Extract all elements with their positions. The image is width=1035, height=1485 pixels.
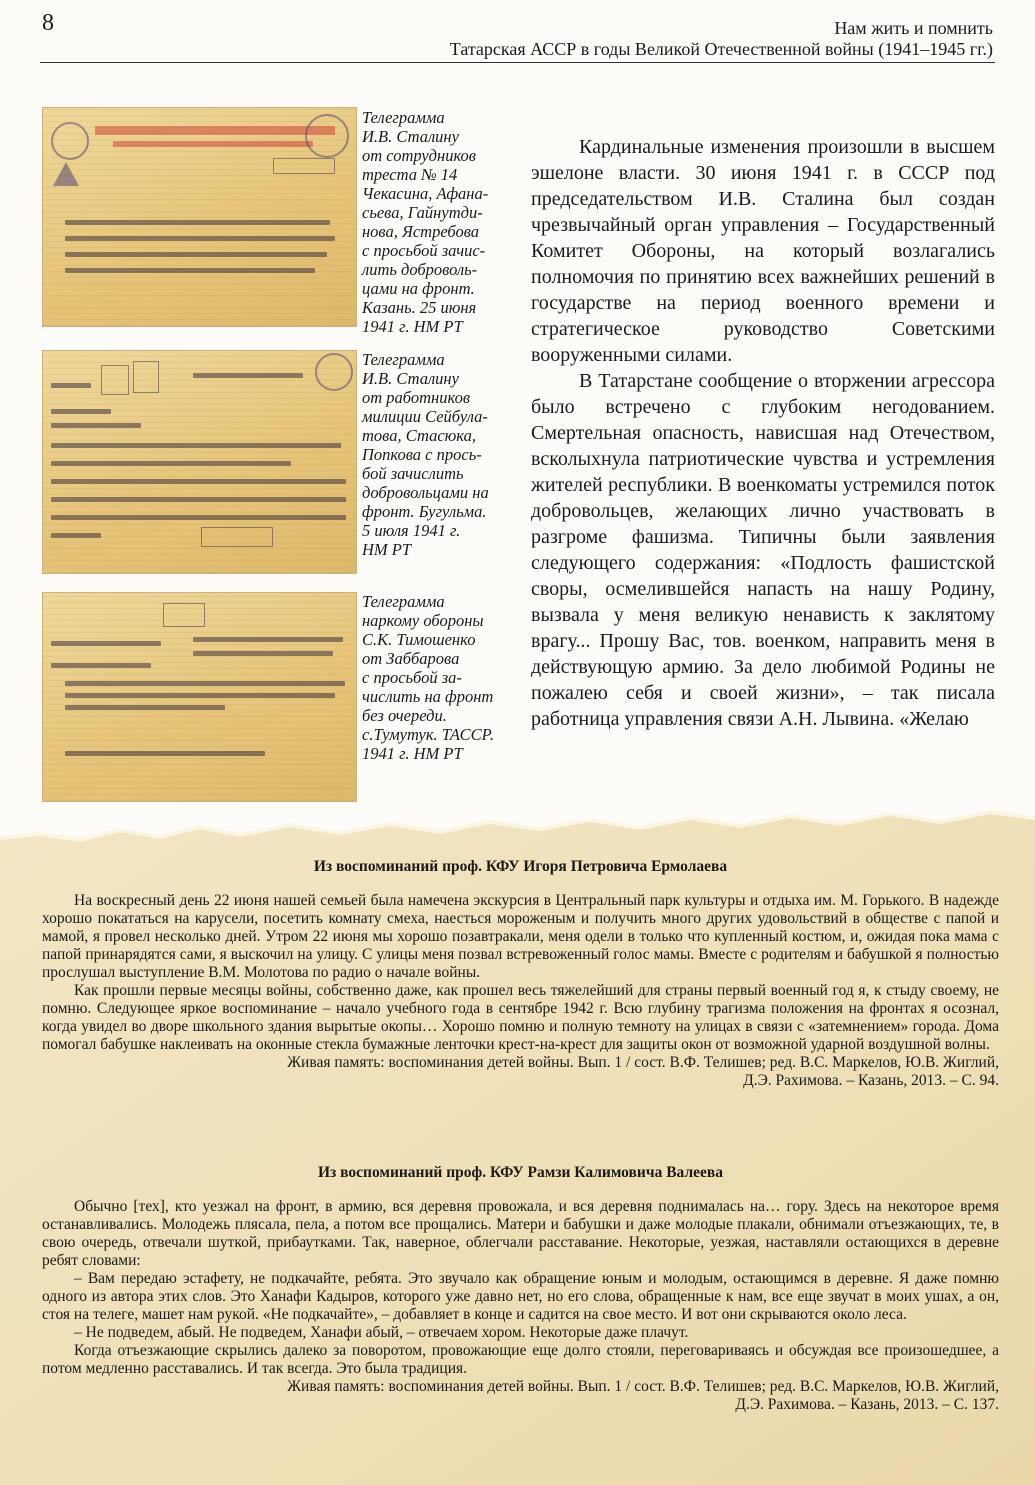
memoir-source: Живая память: воспоминания детей войны. Вып. 1 / сост. В.Ф. Телишев; ред. В.С. Маркелов, Ю.В. Жиглий,	[287, 1054, 999, 1071]
caption-line: И.В. Сталину	[362, 127, 459, 146]
caption-line: Телеграмма	[362, 350, 445, 369]
memoir-title: Из воспоминаний проф. КФУ Игоря Петровича Ермолаева	[313, 858, 728, 875]
page-number: 8	[42, 10, 54, 36]
telegram-image-2	[42, 350, 357, 574]
caption-line: с.Тумутук. ТАССР.	[362, 725, 495, 744]
caption-line: И.В. Сталину	[362, 369, 459, 388]
caption-line: фронт. Бугульма.	[362, 502, 487, 521]
memoir-title: Из воспоминаний проф. КФУ Рамзи Калимовича Валеева	[317, 1164, 724, 1181]
caption-line: от Заббарова	[362, 649, 460, 668]
header-rule	[40, 62, 995, 63]
caption-line: с просьбой зачис-	[362, 241, 486, 260]
article-paragraph: В Татарстане сообщение о вторжении агрессора было встречено с глубоким негодованием. Смертельная опасность, нависшая над Отечеством, всколыхнула патриотические чувства и устремления жителей республики. В военкоматы устремился поток добровольцев, желающих лично участвовать в разгроме фашизма. Типичны были заявления следующего содержания: «Подлость фашистской своры, осмелившейся напасть на нашу Родину, вызвала у меня великую ненависть к заклятому врагу... Прошу Вас, тов. военком, направить меня в действующую армию. За дело любимой Родины не пожалею себя и своей жизни», – так писала работница управления связи А.Н. Лывина. «Желаю	[531, 370, 995, 730]
caption-line: НМ РТ	[362, 540, 412, 559]
caption-line: Казань. 25 июня	[362, 298, 477, 317]
memoir-valeev	[42, 1164, 999, 1414]
memoir-source: Д.Э. Рахимова. – Казань, 2013. – С. 137.	[735, 1396, 999, 1413]
caption-line: Телеграмма	[362, 108, 445, 127]
caption-line: С.К. Тимошенко	[362, 630, 476, 649]
memoir-paragraph: На воскресный день 22 июня нашей семьей была намечена экскурсия в Центральный парк культуры и отдыха им. М. Горького. В надежде хорошо покататься на карусели, посетить комнату смеха, наесться мороженым и получить много других удовольствий в обществе с папой и мамой, я провел несколько дней. Утром 22 июня мы хорошо позавтракали, меня одели в только что купленный костюм, и, ожидая пока мама с папой принарядятся сами, я выскочил на улицу. С улицы меня позвал встревоженный голос мамы. Вместе с родителям и бабушкой я полностью прослушал выступление В.М. Молотова по радио о начале войны.	[42, 892, 999, 981]
caption-line: числить на фронт	[362, 687, 494, 706]
memoir-paragraph: Когда отъезжающие скрылись далеко за поворотом, провожающие еще долго стояли, переговариваясь и обсуждая все произошедшее, а потом медленно расставались. И так всегда. Это была традиция.	[42, 1342, 999, 1377]
caption-line: нова, Ястребова	[362, 222, 480, 241]
caption-line: от работников	[362, 388, 470, 407]
caption-line: добровольцами на	[362, 483, 489, 502]
telegram-image-1	[42, 107, 357, 327]
caption-line: треста № 14	[362, 165, 458, 184]
main-article-text	[531, 134, 995, 732]
telegram-caption-1	[362, 108, 512, 336]
telegram-caption-3	[362, 592, 512, 763]
memoir-paragraph: Как прошли первые месяцы войны, собственно даже, как прошел весь тяжелейший для страны первый военный год я, к стыду своему, не помню. Следующее яркое воспоминание – начало учебного года в сентябре 1942 г. Всю глубину трагизма положения на фронтах я осознал, когда увидел во дворе школьного здания вырытые окопы… Хорошо помню и полную темноту на улицах в связи с «затемнением» города. Дома помогал бабушке наклеивать на оконные стекла бумажные ленточки крест-на-крест для защиты окон от возможной ударной воздушной волны.	[42, 982, 999, 1053]
caption-line: без очереди.	[362, 706, 447, 725]
caption-line: Попкова с прось-	[362, 445, 482, 464]
caption-line: наркому обороны	[362, 611, 484, 630]
caption-line: бой зачислить	[362, 464, 464, 483]
memoir-source: Д.Э. Рахимова. – Казань, 2013. – С. 94.	[743, 1072, 999, 1089]
caption-line: с просьбой за-	[362, 668, 462, 687]
caption-line: цами на фронт.	[362, 279, 475, 298]
telegram-image-3	[42, 592, 357, 802]
memoir-paragraph: – Вам передаю эстафету, не подкачайте, ребята. Это звучало как обращение юным и молодым, остающимся в деревне. Я даже помню одного из автора этих слов. Это Ханафи Кадыров, которого уже давно нет, но его слова, обращенные к нам, все еще звучат в моих ушах, а он, стоя на телеге, машет нам рукой. «Не подкачайте», – добавляет в конце и садится на свое место. И вот они скрываются около леса.	[42, 1270, 999, 1323]
caption-line: 5 июля 1941 г.	[362, 521, 461, 540]
memoir-paragraph: Обычно [тех], кто уезжал на фронт, в армию, вся деревня провожала, и вся деревня поднималась на… гору. Здесь на некоторое время останавливались. Молодежь плясала, пела, а потом все прощались. Матери и бабушки и даже молодые плакали, обнимали отъезжающих, те, в свою очередь, отвечали шуткой, прибаутками. Так, наверное, облегчали расставание. Некоторые, уезжая, наставляли остающихся в деревне ребят словами:	[42, 1198, 999, 1269]
caption-line: сьева, Гайнутди-	[362, 203, 483, 222]
telegram-caption-2	[362, 350, 512, 559]
caption-line: Чекасина, Афана-	[362, 184, 489, 203]
memoir-source: Живая память: воспоминания детей войны. Вып. 1 / сост. В.Ф. Телишев; ред. В.С. Маркелов, Ю.В. Жиглий,	[287, 1378, 999, 1395]
caption-line: това, Стасюка,	[362, 426, 476, 445]
caption-line: лить доброволь-	[362, 260, 478, 279]
article-paragraph: Кардинальные изменения произошли в высшем эшелоне власти. 30 июня 1941 г. в СССР под председательством И.В. Сталина был создан чрезвычайный орган управления – Государственный Комитет Обороны, на который возлагались полномочия по принятию всех важнейших решений в государстве на период военного времени и стратегическое руководство Советскими вооруженными силами.	[531, 136, 995, 366]
memoir-ermolaev	[42, 858, 999, 1090]
memoir-paragraph: – Не подведем, абый. Не подведем, Ханафи абый, – отвечаем хором. Некоторые даже плачут.	[74, 1324, 689, 1341]
running-header-title: Татарская АССР в годы Великой Отечественной войны (1941–1945 гг.)	[449, 39, 993, 59]
running-header-series: Нам жить и помнить	[834, 18, 993, 38]
caption-line: от сотрудников	[362, 146, 476, 165]
caption-line: 1941 г. НМ РТ	[362, 744, 463, 763]
caption-line: Телеграмма	[362, 592, 445, 611]
caption-line: 1941 г. НМ РТ	[362, 317, 463, 336]
caption-line: милиции Сейбула-	[362, 407, 488, 426]
